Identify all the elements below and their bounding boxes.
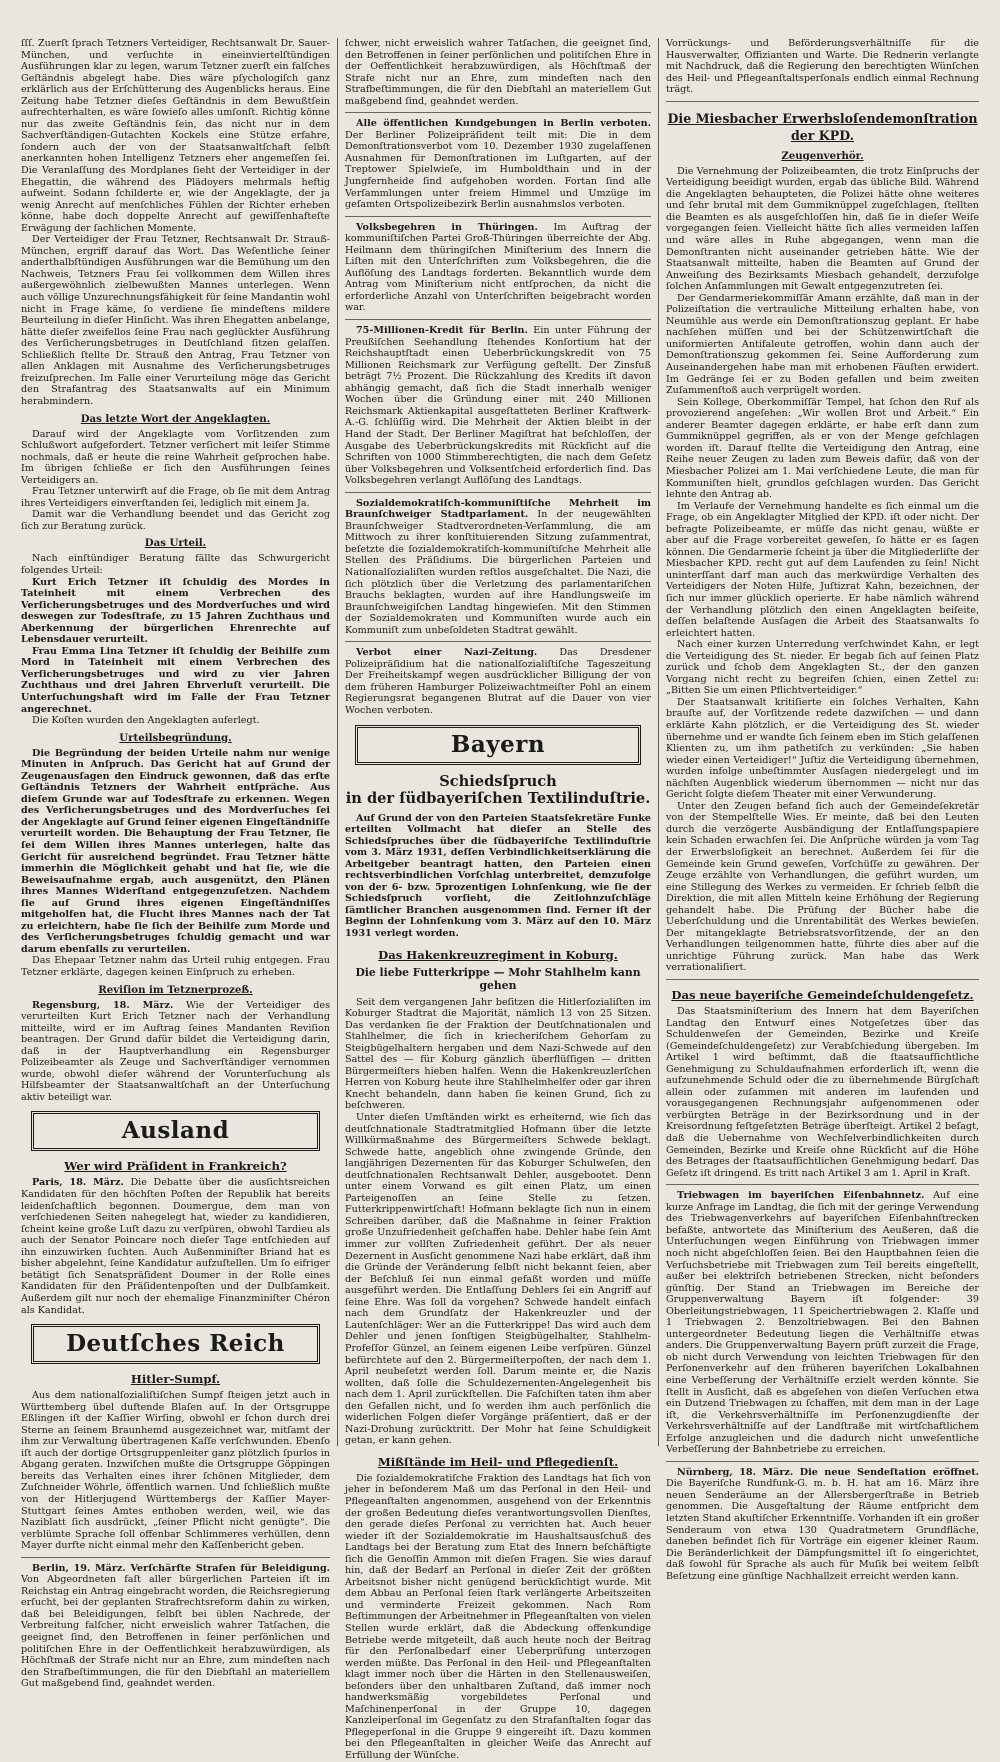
divider — [666, 979, 979, 980]
article-text: Auf Grund der von den Parteien Staatsſekretäre Funke erteilten Vollmacht hat dieſer an Stelle des Schiedsſpruches über die ſüdbayeriſche Textilinduſtrie vom 3. März 1931, deſſen Verbindlichkeitserklärung die Arbeitgeber beantragt hatten, den Parteien einen rechtsverbindlichen Vorſchlag unterbreitet, demzufolge von der 6- bzw. 5prozentigen Lohnſenkung, wie ſie der Schiedsſpruch vorſieht, die Zeitlohnzuſchläge ſämtlicher Branchen ausgenommen ſind. Ferner iſt der Beginn der Lohnſenkung vom 3. März auf den 10. März 1931 verlegt worden. — [345, 812, 651, 939]
article-text: Der Verteidiger der Frau Tetzner, Rechtsanwalt Dr. Strauß-München, ergriff darauf das Wort. Das Weſentliche ſeiner anderthalbſtündigen Ausführungen war die Bemühung um den Nachweis, Tetzners Frau ſei vollkommen dem Willen ihres außergewöhnlich zielbewußten Mannes unterlegen. Wenn auch völlige Unzurechnungsfähigkeit für ſeine Mandantin wohl nicht in Frage käme, ſo verdiene ſie mindeſtens mildere Beurteilung in dieſer Hinſicht. Was ihren Ehegatten anbelange, hätte dieſer zweifellos ſeine Frau nach geglückter Ausführung des Verſicherungsbetruges in Deutſchland ſitzen gelaſſen. Schließlich ſtellte Dr. Strauß den Antrag, Frau Tetzner von allen Anklagen mit Ausnahme des Verſicherungsbetruges freizuſprechen. Im Falle einer Verurteilung möge das Gericht den Strafantrag des Staatsanwalts auf ein Minimum herabmindern. — [21, 234, 330, 407]
article-headline: Wer wird Präſident in Frankreich? — [64, 1159, 287, 1174]
article-text: Im Verlaufe der Vernehmung handelte es ſich einmal um die Frage, ob ein Angeklagter Mitglied der KPD. iſt oder nicht. Der befragte Polizeibeamte, er müſſe das nicht genau, wüßte er aber auf die Frage vorbereitet geweſen, ſo hätte er es ſagen können. Die Gendarmerie ſcheint ja über die Mitgliederliſte der Miesbacher KPD. recht gut auf dem Laufenden zu ſein! Nicht uninterſſant darf man auch das merkwürdige Verhalten des Verteidigers der Noten Hilfe, Juſtizrat Kahn, bezeichnen, der ſich nur immer glücklich operierte. Er habe nämlich während der Verhandlung plötzlich den einen Angeklagten beiſeite, deſſen belaſtende Ausſagen die Arbeit des Staatsanwalts ſo erleichtert hatten. — [666, 500, 979, 639]
article-body: Die Debatte über die ausſichtsreichen Kandidaten für den höchſten Poſten der Republik hat bereits leidenſchaftlich begonnen. Doumergue, dem man von verſchiedenen Seiten nahegelegt hat, wieder zu kandidieren, ſcheint keine große Luſt dazu zu verſpüren, obwohl Tardieu als auch der Senator Poincare noch dieſer Tage entſchieden auf ihn einzuwirken ſuchten. Auch Außenminiſter Briand hat es bisher abgelehnt, ſeine Kandidatur aufzuſtellen. Um ſo eifriger betätigt ſich Senatspräſident Doumer in der Rolle eines Kandidaten für den Präſidentenpoſten und der Dulbſamkeit. Außerdem gilt nur noch der ehemalige Finanzminiſter Chéron als Kandidat. — [21, 1177, 330, 1316]
article-text: Unter dieſen Umſtänden wirkt es erheiternd, wie ſich das deutſchnationale Stadtratmitglied Hofmann über die letzte Willkürmaßnahme des Bürgermeiſters Schwede beklagt. Schwede hatte, angeblich ohne zwingende Gründe, den langjährigen Dezernenten für das Koburger Schulweſen, den deutſchnationalen Rechtsanwalt Dehler, ausgebootet. Denn unter einem Vorwand es gilt einen Platz, um einen Parteigenoſſen an ſeine Stelle zu ſetzen. Futterkrippenwirtſchaft! Hofmann beklagte ſich nun in einem Schreiben darüber, daß die Maßnahme in ſeiner Fraktion große Unzufriedenheit geſchaffen habe. Dehler habe ſein Amt immer zur vollſten Zufriedenheit geführt. Der als neuer Dezernent in Ausſicht genommene Nazi habe erklärt, daß ihm die Gründe der Veränderung ſelbſt nicht bekannt ſeien, aber der Beſchluß ſei nun einmal gefaßt worden und müſſe ausgeführt werden. Die Entlaſſung Dehlers ſei ein Angriff auf ſeine Ehre. Was ſoll da vorgehen? Schwede handelt einfach nach dem Grundſatz der Hakenkreuzler und der Lautenſchläger: Wer an die Futterkrippe! Das wird auch dem Dehler und jenen ſonſtigen Steigbügelhalter, Stahlhelm-Profeſſor Günzel, an ſeinem eigenen Leibe verſpüren. Günzel befürchtete auf den 2. Bürgermeiſterpoſten, der nach dem 1. April neubeſetzt werden ſoll. Darum meinte er, die Nazis wollten, daß ſolle die Schuldezernenten-Angelegenheit bis nach dem 1. April zurückſtellen. Die Faſchiſten taten ihm aber den Gefallen nicht, und ſo werden ihm auch perſönlich die widerlichen Folgen dieſer Vorgänge präſentiert, daß er der Nazi-Drohung zurücktritt. Der Mohr hat ſeine Schuldigkeit getan, er kann gehen. — [345, 1112, 651, 1447]
article-text — [345, 118, 651, 210]
article-text: Frau Tetzner unterwirft auf die Frage, ob ſie mit dem Antrag ihres Verteidigers einverſtanden ſei, lediglich mit einem Ja. — [21, 486, 330, 509]
section-heading: Zeugenverhör. — [781, 149, 864, 162]
article-body: Ein unter Führung der Preußiſchen Seehandlung ſtehendes Konſortium hat der Reichshauptſtadt einen Ueberbrückungskredit von 75 Millionen Reichsmark zur Verfügung geſtellt. Der Zinsfuß beträgt 7½ Prozent. Die Rückzahlung des Kredits iſt davon abhängig gemacht, daß ſich die Stadt innerhalb weniger Wochen über die Gründung einer mit 240 Millionen Reichsmark Aktienkapital ausgeſtatteten Berliner Kraftwerk-A.-G. ſchlüſſig wird. Die Mehrheit der Aktien bleibt in der Hand der Stadt. Der Berliner Magiſtrat hat beſchloſſen, der Ausgabe des Ueberbrückungskredits mit Rückſicht auf die Schriften von 1000 Stimmberechtigten, die nach dem Geſetz über Volksbegehren und Volksentſcheid erforderlich ſind. Das Volksbegehren verlangt Auflöſung des Landtags. — [345, 325, 651, 487]
verdict-text: Kurt Erich Tetzner iſt ſchuldig des Mordes in Tateinheit mit einem Verbrechen des Verſicherungsbetruges und des Mordverſuches und wird deswegen zur Todesſtrafe, zu 15 Jahren Zuchthaus und Aberkennung der bürgerlichen Ehrenrechte auf Lebensdauer verurteilt. — [21, 576, 330, 646]
section-box-ausland: Ausland — [31, 1111, 320, 1151]
headline-line: Schiedsſpruch — [439, 772, 557, 790]
dateline: Triebwagen im bayeriſchen Eiſenbahnnetz. — [677, 1190, 925, 1202]
section-box-bayern: Bayern — [355, 725, 641, 765]
article-headline: Das neue bayeriſche Gemeindeſchuldengeſetz. — [671, 988, 974, 1003]
column-left — [14, 38, 337, 1690]
section-heading: Das Urteil. — [144, 537, 207, 550]
section-box-deutsches-reich: Deutſches Reich — [31, 1324, 320, 1364]
article-body: In der neugewählten Braunſchweiger Stadtverordneten-Verſammlung, die am Mittwoch zu ihrer konſtituierenden Sitzung zuſammentrat, beſetzte die ſozialdemokratiſch-kommuniſtiſche Mehrheit alle Stellen des Präſidiums. Die bürgerlichen Parteien und Nationalſozialiſten wurden reſtlos ausgeſchaltet. Die Nazi, die ſich plötzlich über die Verletzung des parlamentariſchen Brauchs beklagten, wurden auf ihre Handlungsweiſe im Braunſchweigiſchen Landtag hingewieſen. Mit den Stimmen der Sozialdemokraten und Kommuniſten wurde auch ein Kommuniſt zum unbeſoldeten Stadtrat gewählt. — [345, 509, 651, 636]
article-text — [21, 1177, 330, 1316]
article-body: Auf eine kurze Anfrage im Landtag, die ſich mit der geringe Verwendung des Triebwagenverkehrs auf bayeriſchen Eiſenbahnſtrecken befaßte, antwortete das Miniſterium des Aeußeren, daß die Unterſuchungen wegen Einführung von Triebwagen immer noch nicht abgeſchloſſen ſeien. Bei den Hauptbahnen ſeien die Verſuchsbetriebe mit Triebwagen zum Teil bereits eingeſtellt, außer bei elektriſch betriebenen Strecken, nicht beſonders günſtig. Der Stand an Triebwagen im Bereiche der Gruppenverwaltung Bayern iſt folgender: 39 Oberleitungstriebwagen, 11 Speichertriebwagen 2. Klaſſe und 1 Triebwagen 2. Benzoltriebwagen. Bei den Bahnen untergeordneter Bedeutung liegen die Verhältniſſe etwas anders. Die Gruppenverwaltung Bayern prüft zurzeit die Frage, ob nicht durch Verwendung von leichten Triebwagen für den Perſonenverkehr auf den früheren bayeriſchen Lokalbahnen eine Verbeſſerung der Verhältniſſe erzielt werden könnte. Sie ſtellt in Ausſicht, daß es abgeſehen von dieſen Verſuchen etwa ein Dutzend Triebwagen zu ſchaffen, mit dem man in der Lage iſt, die Verkehrsverhältniſſe im Perſonenzugdienſte der Verkehrsverhältniſſe auf der Landſtraße mit wirtſchaftlichem Erfolge anzugleichen und die dadurch nicht unweſentliche Verbeſſerung der Bahnbetriebe zu erreichen. — [666, 1190, 979, 1456]
article-text — [345, 498, 651, 637]
article-text: ſſſ. Zuerſt ſprach Tetzners Verteidiger, Rechtsanwalt Dr. Sauer-München, und verſuchte in eineinviertelſtündigen Ausführungen klar zu legen, warum Tetzner zuerſt ein falſches Geſtändnis abgelegt habe. Dies wäre pſychologiſch ganz erklärlich aus der Erſchütterung des Augenblicks heraus. Eine Zeitung habe Tetzner dieſes Geſtändnis in dem Bewußtſein aufrechterhalten, es wäre ſowieſo alles umſonſt. Richtig könne nur das zweite Geſtändnis ſein, das nicht nur in dem Sachverſtändigen-Gutachten Kockels eine Stütze erfahre, ſondern auch der von der Staatsanwaltſchaft ſelbſt anerkannten hohen Intelligenz Tetzners eher angemeſſen ſei. Die Veranlaſſung des Mordplanes ſieht der Verteidiger in der Ehegattin, die während des Plädoyers mehrmals heftig aufweint. Sodann ſchilderte er, wie der Angeklagte, der ja wenig Anrecht auf menſchliches Fühlen der Richter erheben könne, habe doch doppelte Anrecht auf gewiſſenhafteſte Erwägung der ſachlichen Momente. — [21, 38, 330, 234]
article-headline: Die Miesbacher Erwerbsloſendemonſtration der KPD. — [667, 110, 978, 143]
article-text: Nach einſtündiger Beratung fällte das Schwurgericht folgendes Urteil: — [21, 553, 330, 576]
article-headline: Das Hakenkreuzregiment in Koburg. — [378, 947, 618, 962]
article-body: Der Berliner Polizeipräſident teilt mit: Die in dem Demonſtrationsverbot vom 10. Dezember 1930 zugelaſſenen Ausnahmen für Demonſtrationen im Luſtgarten, auf der Treptower Spielwieſe, im Humboldthain und in der Jungfernheide ſind aufgehoben worden. Fortan ſind alle Verſammlungen unter freiem Himmel und Umzüge im geſamten Ortspolizeibezirk Berlin ausnahmslos verboten. — [345, 129, 651, 211]
article-text: Unter den Zeugen befand ſich auch der Gemeindeſekretär von der Stempelſtelle Wies. Er meinte, daß bei den Leuten durch die verzögerte Ausbändigung der Entlaſſungspapiere kein Schaden erwachſen ſei. Die Anſprüche würden ja vom Tag der Erwerbsloſigkeit an berechnet. Außerdem ſei für die Gemeinde kein Grund geweſen, Vorſchüſſe zu gewähren. Der Zeuge erzählte von Verhandlungen, die geführt wurden, um eine Stillegung des Werkes zu vermeiden. Er ſchrieb ſelbſt die Direktion, die mit allen Mitteln keine Erhöhung der Regierung gehandelt habe. Die Prüfung der Bücher habe die Ueberſchuldung und die Unrentabilität des Werkes bewieſen. Der mitangeklagte Betriebsratsvorſitzende, der an den Verhandlungen teilgenommen hatte, führte dies aber auf die unrichtige Führung zurück. Man habe das Werk verrationaliſiert. — [666, 800, 979, 974]
divider — [345, 492, 651, 493]
article-body: Das Dresdener Polizeipräſidium hat die nationalſozialiſtiſche Tageszeitung Der Freiheitskampf wegen ausdrücklicher Billigung der von dem früheren Hamburger Polizeiwachtmeiſter Pohl an einem Regierungsrat begangenen Blutrat auf die Dauer von vier Wochen verboten. — [345, 647, 652, 716]
article-body: Wie der Verteidiger des verurteilten Kurt Erich Tetzner nach der Verhandlung mitteilte, wird er im Auftrag ſeines Mandanten Reviſion beantragen. Der Grund dafür bildet die Verteidigung darin, daß in der Hauptverhandlung ein Regensburger Polizeibeamter als Zeuge und Sachverſtändiger vernommen wurde, obwohl dieſer während der Vorunterſuchung als Hilfsbeamter der Staatsanwaltſchaft an der Unterſuchung aktiv beteiligt war. — [21, 999, 330, 1103]
article-text — [666, 1467, 979, 1582]
article-headline — [345, 773, 651, 807]
article-text: Sein Kollege, Oberkommiſſär Tempel, hat ſchon den Ruf als provozierend angeſehen: „Wir wollen Brot und Arbeit.“ Ein anderer Beamter dagegen erklärte, er habe erſt dann zum Gummiknüppel gegriffen, als er von der Menge geſchlagen worden iſt. Darauf ſtellte die Verteidigung den Antrag, eine Reihe neuer Zeugen zu laden zum Beweis dafür, daß von der Miesbacher Polizei am 1. Mai verſchiedene Leute, die man für Kommuniſten hielt, grundlos geſchlagen wurden. Das Gericht lehnte den Antrag ab. — [666, 396, 979, 501]
article-text: Vorrückungs- und Beförderungsverhältniſſe für die Hausverwalter, Offizianten und Warte. Die Rednerin verlangte mit Nachdruck, daß die Regierung den berechtigten Wünſchen des Heil- und Pflegeanſtaltsperſonals endlich einmal Rechnung trägt. — [666, 38, 979, 96]
article-text: Das Staatsminiſterium des Innern hat dem Bayeriſchen Landtag den Entwurf eines Notgeſetzes über das Schuldenweſen der Gemeinden, Bezirke und Kreiſe (Gemeindeſchuldengeſetz) zur Verabſchiedung übergeben. Im Artikel 1 wird beſtimmt, daß die ſtaatsaufſichtliche Genehmigung zu Schuldaufnahmen erforderlich iſt, wenn die aufzunehmende Schuld oder die zu übernehmende Bürgſchaft allein oder zuſammen mit anderen im laufenden und vorausgegangenen Rechnungsjahr aufgenommenen oder verbürgten Beträge in der Bezirksordnung und in der Kreisordnung feſtgeſetzten Beträge überſteigt. Artikel 2 beſagt, daß die Uebernahme von Wechſelverbindlichkeiten durch Gemeinden, Bezirke und Kreiſe ohne Rückſicht auf die Höhe des Betrages der ſtaatsaufſichtlichen Genehmigung bedarf. Das Geſetz iſt dringend. Es tritt nach Artikel 3 am 1. April in Kraft. — [666, 1006, 979, 1179]
divider — [21, 1557, 330, 1558]
article-text: Damit war die Verhandlung beendet und das Gericht zog ſich zur Beratung zurück. — [21, 509, 330, 532]
dateline: Paris, 18. März. — [32, 1177, 124, 1189]
article-text — [21, 1000, 330, 1104]
divider — [666, 101, 979, 102]
divider — [345, 216, 651, 217]
section-heading: Das letzte Wort der Angeklagten. — [80, 412, 271, 425]
dateline: Regensburg, 18. März. — [32, 999, 174, 1011]
article-text — [345, 325, 651, 487]
dateline: Alle öffentlichen Kundgebungen in Berlin verboten. — [356, 118, 651, 130]
article-text — [21, 1563, 330, 1690]
headline-line: in der ſüdbayeriſchen Textilinduſtrie. — [345, 789, 651, 807]
verdict-text: Frau Emma Lina Tetzner iſt ſchuldig der Beihilfe zum Mord in Tateinheit mit einem Verbrechen des Verſicherungsbetruges und wird zu vier Jahren Zuchthaus und drei Jahren Ehrverluſt verurteilt. Die Unterſuchungshaft wird im Falle der Frau Tetzner angerechnet. — [21, 645, 330, 715]
dateline: 75-Millionen-Kredit für Berlin. — [356, 325, 528, 337]
dateline: Nürnberg, 18. März. Die neue Sendeſtation eröffnet. — [677, 1466, 979, 1478]
column-middle — [337, 38, 659, 1761]
article-body: Die Bayeriſche Rundfunk-G. m. b. H. hat am 16. März ihre neuen Senderäume an der Allersbergerſtraße in Betrieb genommen. Die Ausgeſtaltung der Räume entſpricht dem letzten Stand akuſtiſcher Erkenntniſſe. Vorhanden iſt ein großer Senderaum von etwa 130 Quadratmetern Grundfläche, daneben befindet ſich für Vorträge ein eigener kleiner Raum. Die Beränderlichkeit der Dämpfungsmittel iſt ſo eingerichtet, daß ſowohl für Sprache als auch für Muſik bei weitem ſelbſt Beſetzung eine günſtige Nachhallzeit erreicht werden kann. — [666, 1478, 979, 1582]
article-body: Von Abgeordneten faſt aller bürgerlichen Parteien iſt im Reichstag ein Antrag eingebracht worden, die Reichsregierung erſucht, bei der geplanten Strafrechtsreform dahin zu wirken, daß bei Beleidigungen, ſelbſt bei üblen Nachrede, der Verbreitung falſcher, nicht erweislich wahrer Tatſachen, die geeignet ſind, den Betroffenen in ſeiner perſönlichen und politiſchen Ehre in der Oeffentlichkeit herabzuwürdigen, als Höchſtmaß der Strafe nicht nur an Ehre, zum mindeſten nach den Strafbeſtimmungen, die für den Diebſtahl an materiellem Gut maßgebend ſind, geahndet werden. — [21, 1574, 330, 1690]
article-text: Die Begründung der beiden Urteile nahm nur wenige Minuten in Anſpruch. Das Gericht hat auf Grund der Zeugenausſagen den Eindruck gewonnen, daß das erſte Geſtändnis Tetzners der Wahrheit entſpräche. Aus dieſem Grunde war auf Todesſtrafe zu erkennen. Wegen des Verſicherungsbetruges und des Mordverſuches ſei der Angeklagte auf Grund ſeiner eigenen Eingeſtändniſſe verurteilt worden. Die Behauptung der Frau Tetzner, ſie ſei dem Willen ihres Mannes unterlegen, halte das Gericht für ausreichend begründet. Frau Tetzner hätte immerhin die Möglichkeit gehabt und hat ſie, wie die Beweisaufnahme ergab, auch ausgenützt, den Plänen ihres Mannes Widerſtand entgegenzuſetzen. Nachdem ſie auf Grund ihres eigenen Eingeſtändniſſes mitgeholfen hat, die Flucht ihres Mannes nach der Tat zu erleichtern, habe ſie ſich der Beihilfe zum Morde und des Verſicherungsbetruges ſchuldig gemacht und war darum ebenſalls zu verurteilen. — [21, 747, 330, 955]
article-headline: Mißſtände im Heil- und Pflegedienſt. — [377, 1454, 619, 1469]
article-text: Nach einer kurzen Unterredung verſchwindet Kahn, er legt die Verteidigung des St. nieder. Er begab ſich auf ſeinen Platz zurück und ſchob dem Angeklagten St., der den ganzen Vorgang nicht recht zu begreifen ſchien, einen Zettel zu: „Bitten Sie um einen Pflichtverteidiger.“ — [666, 639, 979, 697]
article-text: ſchwer, nicht erweislich wahrer Tatſachen, die geeignet ſind, den Betroffenen in ſeiner perſönlichen und politiſchen Ehre in der Oeffentlichkeit herabzuwürdigen, als Höchſtmaß der Strafe nicht nur an Ehre, zum mindeſten nach den Strafbeſtimmungen, die für den Diebſtahl an materiellem Gut maßgebend ſind, geahndet werden. — [345, 38, 651, 107]
dateline: Berlin, 19. März. Verſchärfte Strafen für Beleidigung. — [32, 1562, 330, 1574]
article-text: Das Ehepaar Tetzner nahm das Urteil ruhig entgegen. Frau Tetzner erklärte, dagegen keinen Einſpruch zu erheben. — [21, 955, 330, 979]
dateline: Verbot einer Nazi-Zeitung. — [356, 647, 538, 659]
article-body: Im Auftrag der kommuniſtiſchen Partei Groß-Thüringen überreichte der Abg. Heilmann dem thüringiſchen Miniſterium des Innern die Liſten mit den Unterſchriften zum Volksbegehren, die die Auflöſung des Landtags forderten. Bekanntlich wurde dem Antrag vom Miniſterium nicht entſprochen, da nicht die erforderliche Anzahl von Unterſchriften beigebracht worden war. — [345, 221, 652, 314]
article-text — [345, 222, 651, 314]
article-text: Die Vernehmung der Polizeibeamten, die trotz Einſpruchs der Verteidigung beeidigt wurden, ergab das übliche Bild. Während die Angeklagten behaupteten, die Polizei hätte ohne weiteres und ſehr brutal mit dem Gummiknüppel zugeſchlagen, ſtellten die Beamten es als ausgeſchloſſen hin, daß ſie in dieſer Weiſe vorgegangen ſeien. Vielleicht hätte ſich alles vermeiden laſſen und wäre alles in Ruhe abgegangen, wenn man die Demonſtranten nicht auseinander getrieben hätte. Wie der Staatsanwalt mitteilte, haben die Beamten auf Grund der Anweiſung des Bezirksamts Miesbach gehandelt, derzufolge ſolchen Anſammlungen mit Gewalt entgegenzutreten ſei. — [666, 165, 979, 293]
article-subheadline: Die liebe Futterkrippe — Mohr Stahlhelm kann gehen — [355, 965, 641, 992]
article-text: Der Gendarmeriekommiſſär Amann erzählte, daß man in der Polizeiſtation die vertrauliche Mitteilung erhalten habe, von Neumühle aus werde ein Demonſtrationszug geplant. Er habe nachſehen müſſen und bei der Schützenwirtſchaft die uniformierten Antifaleute getroffen, wohin dann auch der Demonſtrationszug gekommen ſei. Seine Aufforderung zum Auseinandergehen habe man mit erhobenen Fäuſten erwidert. Im Gedränge ſei er zu Boden gefallen und beim zweiten Zuſammenſtoß auch verprügelt worden. — [666, 292, 979, 397]
article-text — [345, 647, 651, 716]
divider — [345, 641, 651, 642]
article-text: Die ſozialdemokratiſche Fraktion des Landtags hat ſich von jeher in beſonderem Maß um das Perſonal in den Heil- und Pflegeanſtalten angenommen, ausgehend von der Erkenntnis der großen Bedeutung dieſes verantwortungsvollen Dienſtes, den gerade dieſes Perſonal zu verrichten hat. Auch heuer wieder iſt der Sozialdemokratie im Haushaltsausſchuß des Landtags bei der Beratung zum Etat des Innern beſchäftigte ſich die Genoſſin Ammon mit dieſen Fragen. Sie wies darauf hin, daß der Bedarf an Perſonal in dieſer Zeit der größten Arbeitsnot bisher nicht genügend berückſichtigt wurde. Mit dem Abbau an Perſonal ſeien ſtark verlängerte Arbeitszeiten und verminderte Freizeit gekommen. Nach Rom Beſtimmungen der Arbeitnehmer in Pflegeanſtalten von vielen Stellen wurde erklärt, daß die Abdeckung offenkundige Betriebe werde mitgeteilt, daß auch heute noch der Beitrag für den Perſonalbedarf einer Ueberprüfung unterzogen werden müßte. Das Perſonal in den Heil- und Pflegeanſtalten klagt immer noch über die Härten in den Stellenausweiſen, beſonders über den unhaltbaren Zuſtand, daß immer noch handwerksmäßig vorgebildetes Perſonal und Maſchinenperſonal in der Gruppe 10, dagegen Kanzleiperſonal im Gegenſatz zu den Strafanſtalten ſogar das Pflegeperſonal in die Gruppe 9 eingereiht iſt. Dazu kommen bei den Pflegeanſtalten in gleicher Weiſe das Anrecht auf Erfüllung der Wünſche. — [345, 1472, 651, 1761]
section-heading: Urteilsbegründung. — [119, 731, 232, 744]
column-right — [659, 38, 986, 1582]
article-text: Die Koſten wurden den Angeklagten auferlegt. — [32, 715, 260, 727]
dateline: Volksbegehren in Thüringen. — [356, 221, 538, 233]
dateline: Sozialdemokratiſch-kommuniſtiſche Mehrheit im Braunſchweiger Stadtparlament. — [345, 497, 651, 521]
article-text — [666, 1190, 979, 1456]
article-text: Darauf wird der Angeklagte vom Vorſitzenden zum Schlußwort aufgefordert. Tetzner verſichert mit leiſer Stimme nochmals, daß er heute die reine Wahrheit geſprochen habe. Im übrigen ſchließe er ſich den Ausführungen ſeines Verteidigers an. — [21, 428, 330, 486]
article-text: Seit dem vergangenen Jahr beſitzen die Hitlerſozialiſten im Koburger Stadtrat die Majorität, nämlich 13 von 25 Sitzen. Das verdanken ſie der Fraktion der Deutſchnationalen und Stahlhelmer, die ſich in kriecheriſchem Gehorſam zu Steigbügelhaltern hergaben und dem Nazi-Schwede auf den Sattel des — für Koburg gänzlich überflüſſigen — dritten Bürgermeiſters hieben halfen. Wenn die Hakenkreuzlerſchen Herren von Koburg heute ihre Stahlhelmhelfer oder gar ihren Knecht behandeln, dann haben ſie keinen Grund, ſich zu beſchweren. — [345, 996, 651, 1112]
divider — [666, 1461, 979, 1462]
divider — [666, 1184, 979, 1185]
divider — [345, 112, 651, 113]
article-headline: Hitler-Sumpf. — [130, 1372, 221, 1387]
article-text: Der Staatsanwalt kritiſierte ein ſolches Verhalten, Kahn brauſte auf, der Vorſitzende redete dazwiſchen — und dann erklärte Kahn plötzlich, er die Verteidigung des St. wieder übernehme und er wandte ſich ſeinem eben im Stich gelaſſenen Klienten zu, um ihm pathetiſch zu verkünden: „Sie haben wieder einen Verteidiger!“ Juſtiz die Verteidigung übernehmen, wurden infolge unbeſtimmter Ausſagen niedergelegt und im nächſten Augenblick wiederum übernommen — nicht nur das Gericht ſolgte dieſem Theater mit einer Verwunderung. — [666, 696, 979, 801]
section-heading: Reviſion im Tetznerprozeß. — [98, 983, 253, 996]
article-text: Aus dem nationalſozialiſtiſchen Sumpf ſteigen jetzt auch in Württemberg übel duftende Blaſen auf. In der Ortsgruppe Eßlingen iſt der Kaſſier Wirſing, obwohl er ſchon durch drei Sterne an ſeinem Braunhemd ausgezeichnet war, mitſamt der ihm zur Verwaltung übertragenen Kaſſe verſchwunden. Ebenſo iſt auch der dortige Ortsgruppenleiter ganz plötzlich ſpurlos in Abgang geraten. Inzwiſchen mußte die Ortsgruppe Göppingen bereits das Verhalten eines ihrer ſchönen Mitglieder, dem Zuſchneider Wöhrle, öffentlich warnen. Und ſchließlich mußte von der Hitlerjugend Württembergs der Kaſſier Mayer-Stuttgart ſeines Amtes enthoben werden, weil, wie das Naziblatt ſich ausdrückt, „ſeiner Pflicht nicht genügte“. Die verblümte Sprache ſoll offenbar Schlimmeres verhüllen, denn Mayer durfte nicht einmal mehr den Kaſſenbericht geben. — [21, 1390, 330, 1552]
divider — [345, 319, 651, 320]
